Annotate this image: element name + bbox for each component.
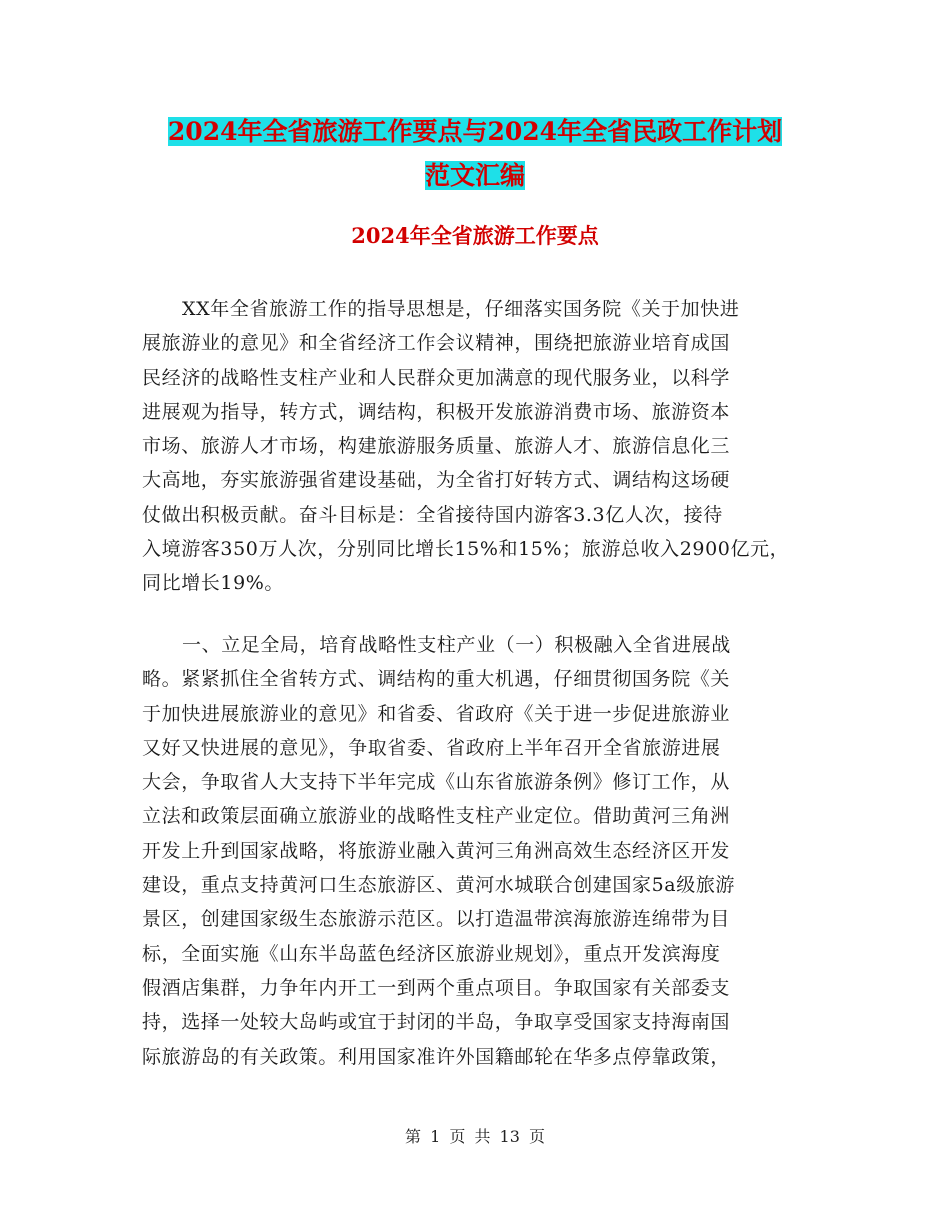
title-highlight: 2024年全省旅游工作要点与2024年全省民政工作计划 xyxy=(167,117,783,146)
section-title: 2024年全省旅游工作要点 xyxy=(351,223,599,248)
text-line: 展旅游业的意见》和全省经济工作会议精神，围绕把旅游业培育成国 xyxy=(142,332,731,355)
text-line: 仗做出积极贡献。奋斗目标是：全省接待国内游客3.3亿人次，接待 xyxy=(142,503,723,526)
text-line: 于加快进展旅游业的意见》和省委、省政府《关于进一步促进旅游业 xyxy=(142,702,731,725)
text-line: 标，全面实施《山东半岛蓝色经济区旅游业规划》，重点开发滨海度 xyxy=(142,942,721,965)
text-line: 景区，创建国家级生态旅游示范区。以打造温带滨海旅游连绵带为目 xyxy=(142,908,731,931)
document-title-line2 xyxy=(0,156,950,196)
text-line: 大会，争取省人大支持下半年完成《山东省旅游条例》修订工作，从 xyxy=(142,771,731,794)
text-line: 假酒店集群，力争年内开工一到两个重点项目。争取国家有关部委支 xyxy=(142,976,731,999)
text-line: 市场、旅游人才市场，构建旅游服务质量、旅游人才、旅游信息化三 xyxy=(142,435,731,458)
text-line: 立法和政策层面确立旅游业的战略性支柱产业定位。借助黄河三角洲 xyxy=(142,805,731,828)
text-line: 略。紧紧抓住全省转方式、调结构的重大机遇，仔细贯彻国务院《关 xyxy=(142,668,731,691)
text-line: 民经济的战略性支柱产业和人民群众更加满意的现代服务业，以科学 xyxy=(142,366,731,389)
text-line: 进展观为指导，转方式，调结构，积极开发旅游消费市场、旅游资本 xyxy=(142,400,731,423)
text-line: 大高地，夯实旅游强省建设基础，为全省打好转方式、调结构这场硬 xyxy=(142,469,731,492)
text-line: 一、立足全局，培育战略性支柱产业（一）积极融入全省进展战 xyxy=(182,634,731,656)
text-line: 际旅游岛的有关政策。利用国家准许外国籍邮轮在华多点停靠政策， xyxy=(142,1045,731,1068)
text-line: 入境游客350万人次，分别同比增长15%和15%；旅游总收入2900亿元， xyxy=(142,538,790,561)
page-footer: 第 1 页 共 13 页 xyxy=(405,1127,545,1146)
paragraph-2 xyxy=(142,628,802,1074)
text-line: 持，选择一处较大岛屿或宜于封闭的半岛，争取享受国家支持海南国 xyxy=(142,1011,731,1034)
text-line: 开发上升到国家战略，将旅游业融入黄河三角洲高效生态经济区开发 xyxy=(142,839,731,862)
paragraph-1 xyxy=(142,292,802,601)
text-line: 同比增长19%。 xyxy=(142,572,285,595)
document-title-line1 xyxy=(0,112,950,152)
title-highlight: 范文汇编 xyxy=(424,161,525,190)
text-line: XX年全省旅游工作的指导思想是，仔细落实国务院《关于加快进 xyxy=(182,298,740,320)
text-line: 又好又快进展的意见》，争取省委、省政府上半年召开全省旅游进展 xyxy=(142,736,721,759)
text-line: 建设，重点支持黄河口生态旅游区、黄河水城联合创建国家5a级旅游 xyxy=(142,874,736,897)
